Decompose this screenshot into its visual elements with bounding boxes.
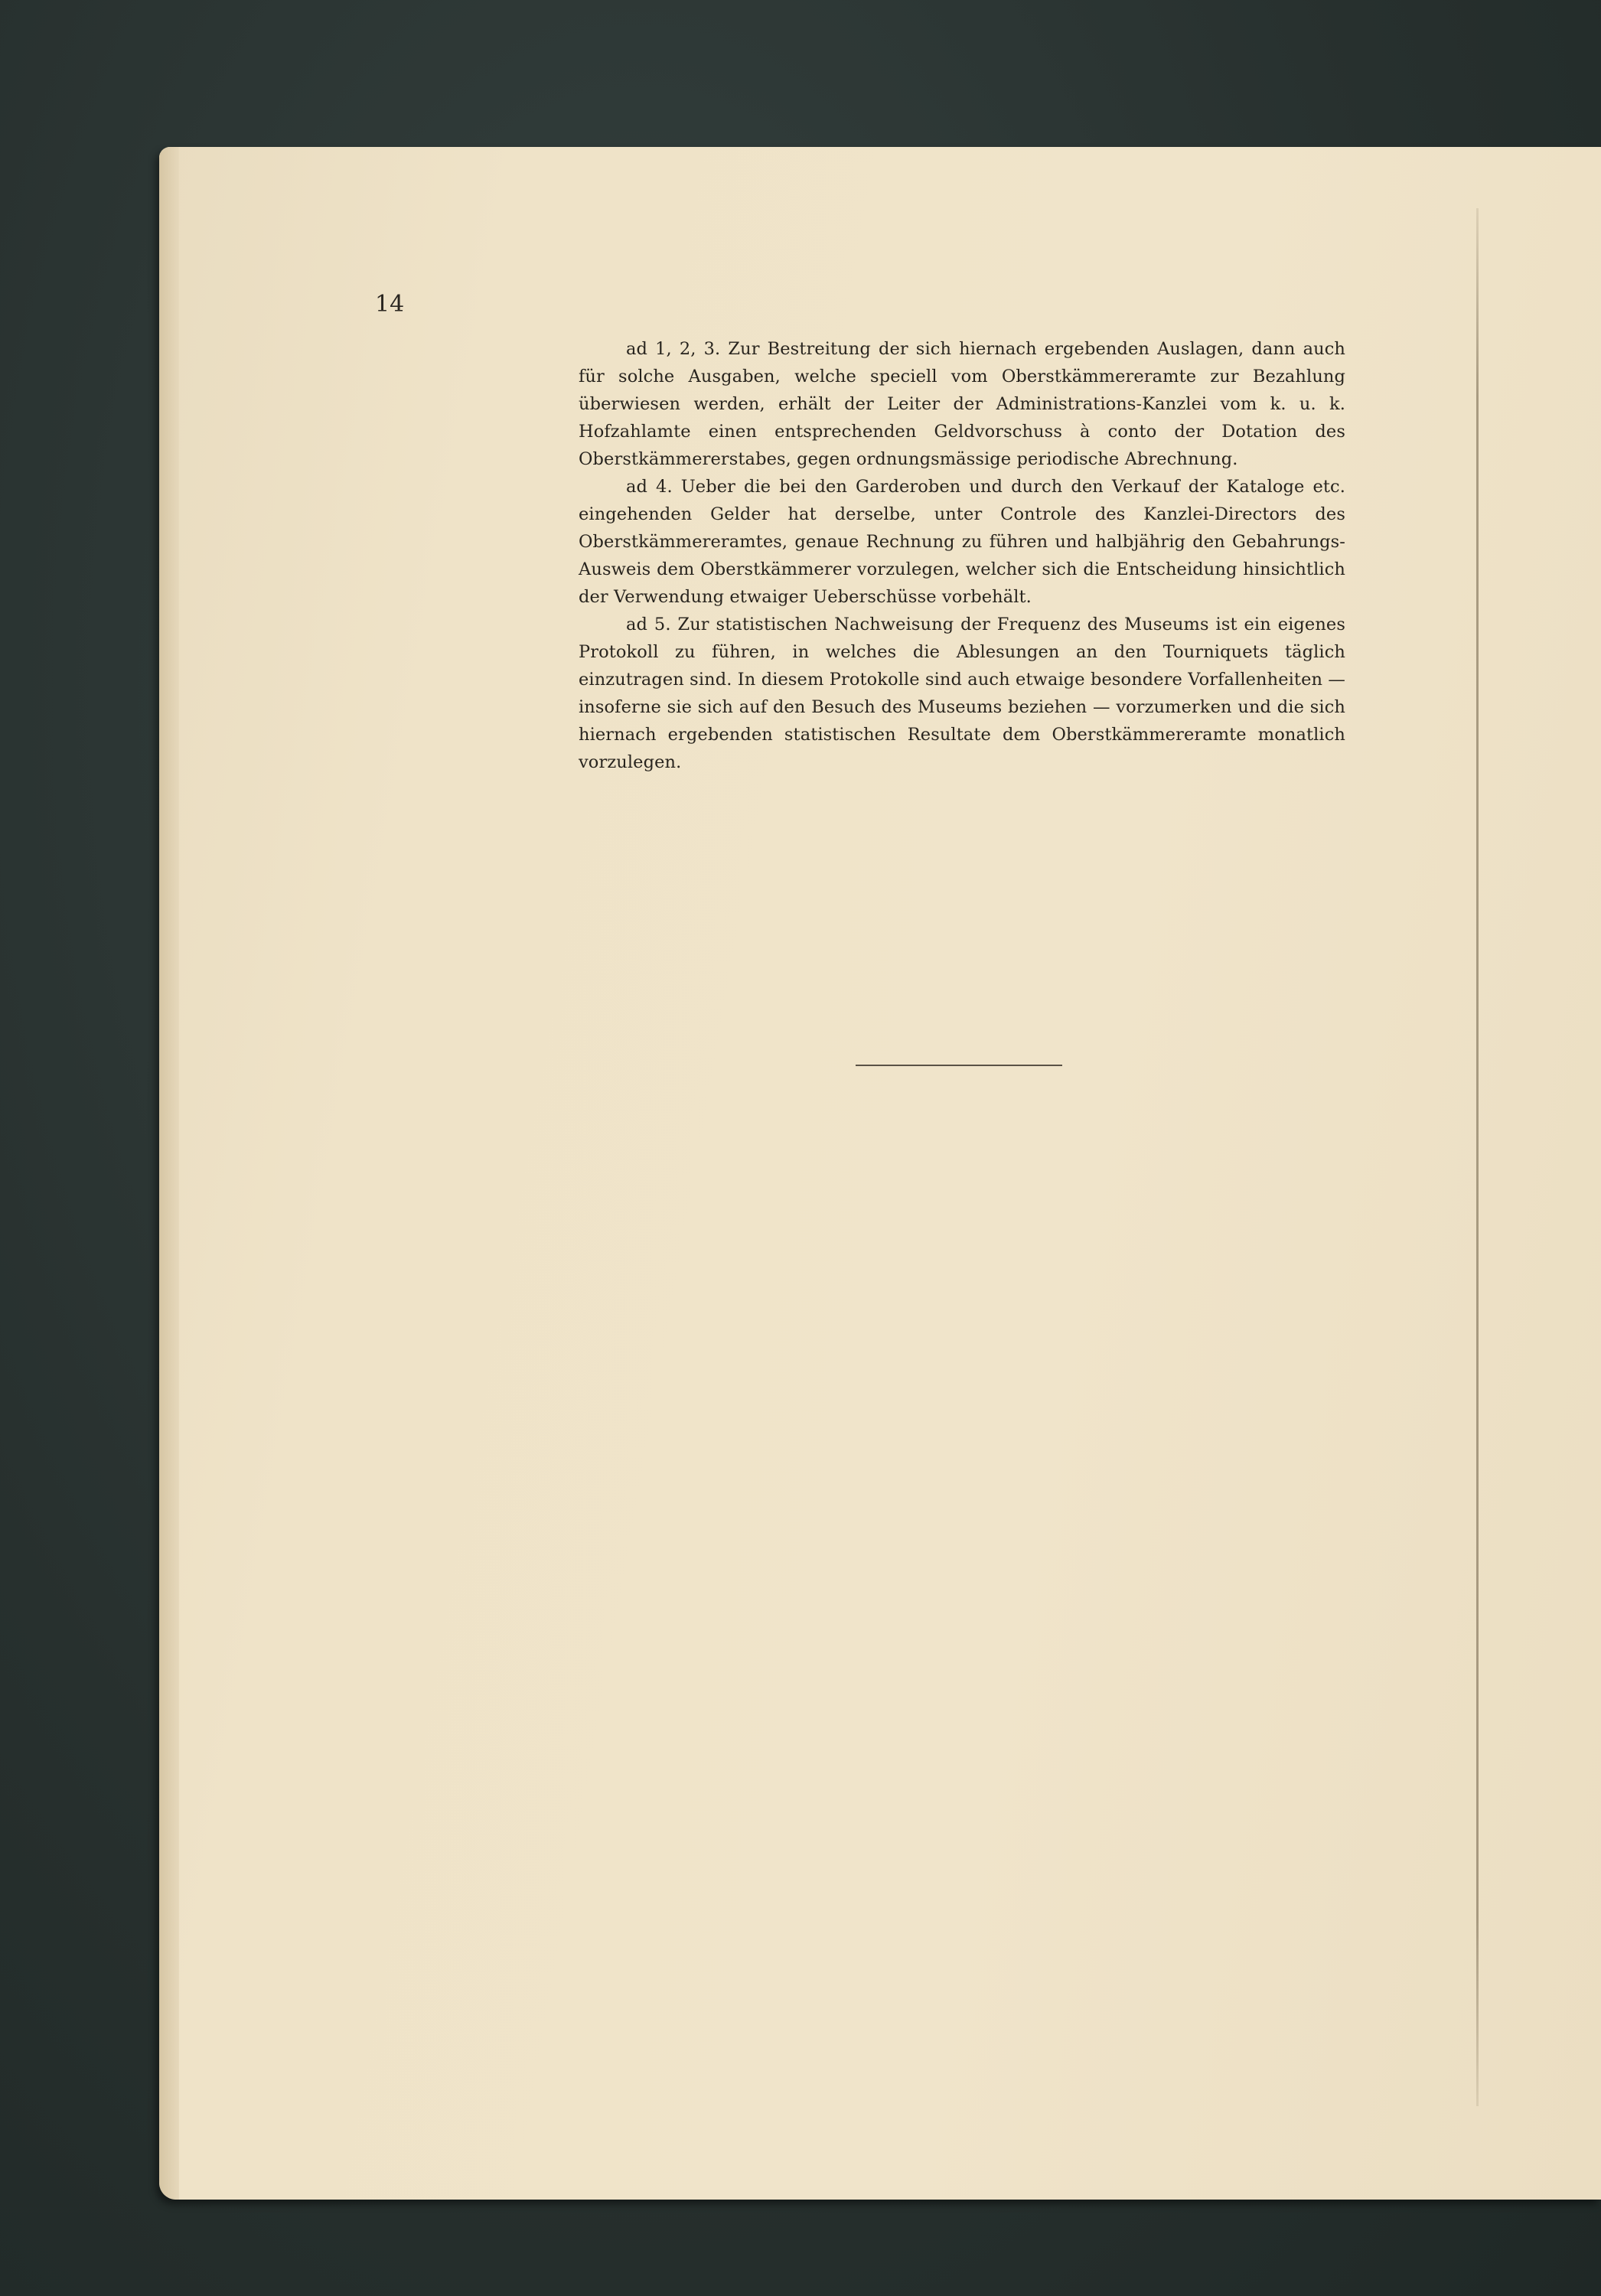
paragraph-ad-5: ad 5. Zur statistischen Nachweisung der Frequenz des Museums ist ein eigenes Protokoll zu führen, in welches die Ablesungen an den Tourniquets täglich einzutragen sind. In diesem Protokolle sind auch etwaige besondere Vorfallenheiten — insoferne sie sich auf den Besuch des Museums beziehen — vorzumerken und die sich hiernach ergebenden statistischen Resultate dem Oberstkämmereramte monatlich vorzulegen. — [579, 615, 1345, 772]
body-text — [579, 335, 1345, 776]
closing-rule — [856, 1065, 1062, 1066]
page-number: 14 — [375, 291, 405, 318]
paragraph-ad-4: ad 4. Ueber die bei den Garderoben und durch den Verkauf der Kataloge etc. eingehenden Gelder hat derselbe, unter Controle des Kanzlei-Directors des Oberstkämmereramtes, genaue Rechnung zu führen und halbjährig den Gebahrungs-Ausweis dem Oberstkämmerer vorzulegen, welcher sich die Entscheidung hinsichtlich der Verwendung etwaiger Ueberschüsse vorbehält. — [579, 477, 1345, 607]
page-fold-line — [1476, 208, 1479, 2106]
page-left-edge — [159, 147, 179, 2200]
paragraph-ad-1-2-3: ad 1, 2, 3. Zur Bestreitung der sich hiernach ergebenden Auslagen, dann auch für solche Ausgaben, welche speciell vom Oberstkämmereramte zur Bezahlung überwiesen werden, erhält der Leiter der Administrations-Kanzlei vom k. u. k. Hofzahlamte einen entsprechenden Geldvorschuss à conto der Dotation des Oberstkämmererstabes, gegen ordnungsmässige periodische Abrechnung. — [579, 339, 1345, 469]
